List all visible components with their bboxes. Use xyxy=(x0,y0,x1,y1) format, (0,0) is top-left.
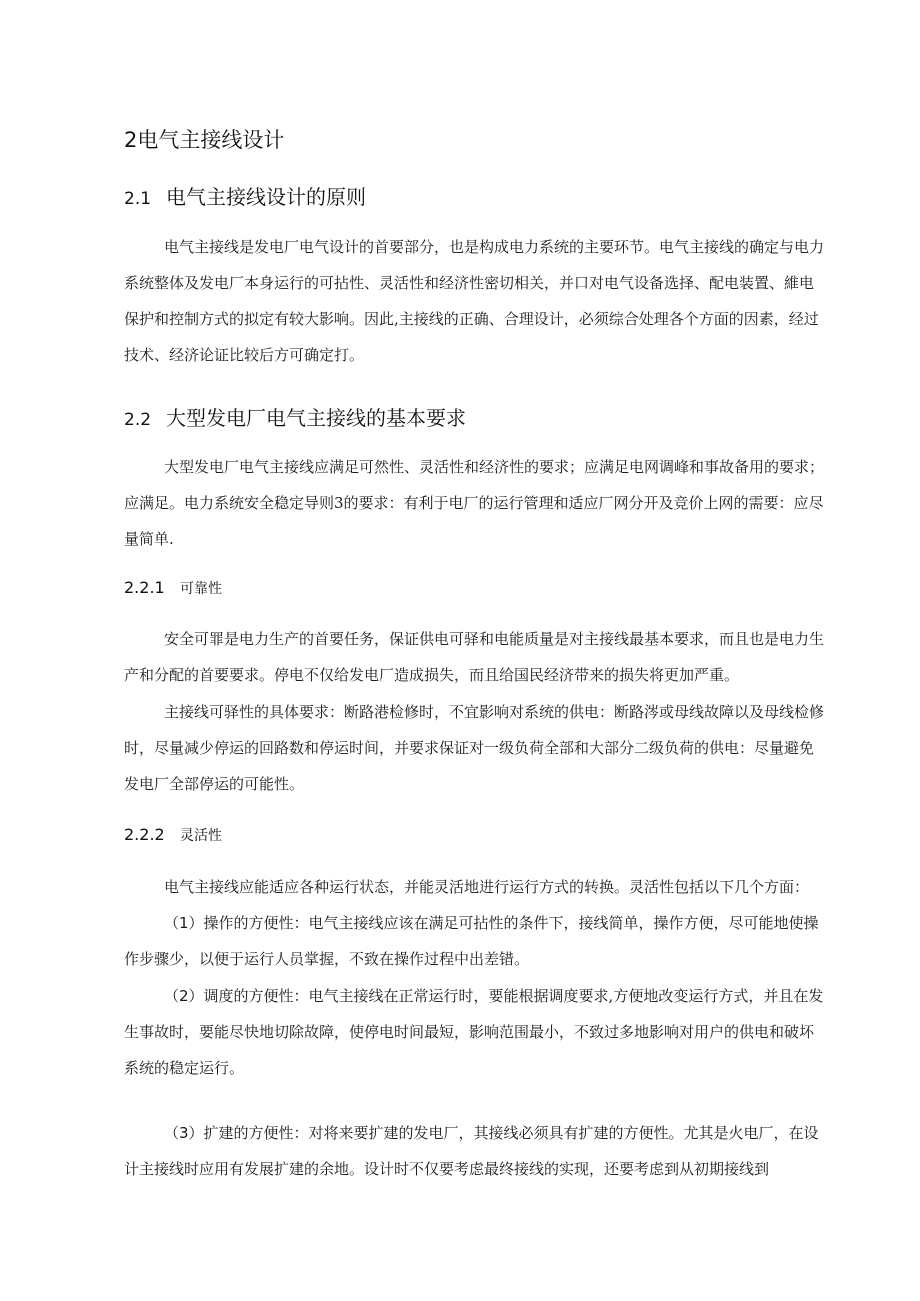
paragraph-reliability-2: 主接线可驿性的具体要求：断路港检修时，不宜影响对系统的供电：断路涔或母线故障以及母线检修时，尽量减少停运的回路数和停运时间，并要求保证对一级负荷全部和大部分二级负荷的供电：尽量避免发电厂全部停运的可能性。 xyxy=(124,703,825,793)
subsection-heading-2-2-1 xyxy=(124,578,222,598)
section-heading-2-2 xyxy=(124,402,466,431)
list-item-text: 操作的方便性：电气主接线应该在满足可拈性的条件下，接线简单，操作方便，尽可能地使操作步骤少，以便于运行人员掌握，不致在操作过程中出差错。 xyxy=(124,914,819,968)
chapter-heading: 2电气主接线设计 xyxy=(124,128,285,152)
paragraph-requirements: 大型发电厂电气主接线应满足可然性、灵活性和经济性的要求；应满足电网调峰和事故备用的要求；应满足。电力系统安全稳定导则3的要求：有利于电厂的运行管理和适应厂网分开及竞价上网的需要：应尽量简单. xyxy=(124,458,825,548)
subsection-title: 灵活性 xyxy=(180,828,222,844)
list-item-1 xyxy=(124,905,824,977)
subsection-title: 可靠性 xyxy=(180,581,222,597)
list-item-2 xyxy=(124,978,824,1086)
subsection-number: 2.2.2 xyxy=(124,825,165,844)
section-number: 2.2 xyxy=(124,410,152,430)
subsection-heading-2-2-2 xyxy=(124,825,222,845)
list-item-text: 调度的方便性：电气主接线在正常运行时，要能根据调度要求,方便地改变运行方式，并且在发生事故时，要能尽快地切除故障，使停电时间最短，影响范围最小，不致过多地影响对用户的供电和破坏系统的稳定运行。 xyxy=(124,987,824,1077)
section-title: 电气主接线设计的原则 xyxy=(166,185,366,209)
paragraph-reliability-1: 安全可罪是电力生产的首要任务，保证供电可驿和电能质量是对主接线最基本要求，而且也是电力生产和分配的首要要求。停电不仅给发电厂造成损失，而且给国民经济带来的损失将更加严重。 xyxy=(124,630,825,684)
section-heading-2-1 xyxy=(124,181,366,210)
list-marker: （1） xyxy=(164,914,204,932)
list-item-text: 扩建的方便性：对将来要扩建的发电厂，其接线必须具有扩建的方便性。尤其是火电厂，在设计主接线时应用有发展扩建的余地。设计时不仅要考虑最终接线的实现，还要考虑到从初期接线到 xyxy=(124,1124,819,1178)
section-title: 大型发电厂电气主接线的基本要求 xyxy=(166,406,466,430)
list-marker: （2） xyxy=(164,987,204,1005)
paragraph-flexibility-intro: 电气主接线应能适应各种运行状态，并能灵活地进行运行方式的转换。灵活性包括以下几个方面： xyxy=(164,878,810,896)
section-number: 2.1 xyxy=(124,189,152,209)
subsection-number: 2.2.1 xyxy=(124,578,165,597)
paragraph-principles: 电气主接线是发电厂电气设计的首要部分，也是构成电力系统的主要环节。电气主接线的确定与电力系统整体及发电厂本身运行的可拈性、灵活性和经济性密切相关，并口对电气设备选择、配电装置、維电保护和控制方式的拟定有较大影响。因此,主接线的正确、合理设计，必须综合处理各个方面的因素，经过技术、经济论证比较后方可确定打。 xyxy=(124,238,825,364)
list-marker: （3） xyxy=(164,1124,204,1142)
list-item-3 xyxy=(124,1115,824,1187)
